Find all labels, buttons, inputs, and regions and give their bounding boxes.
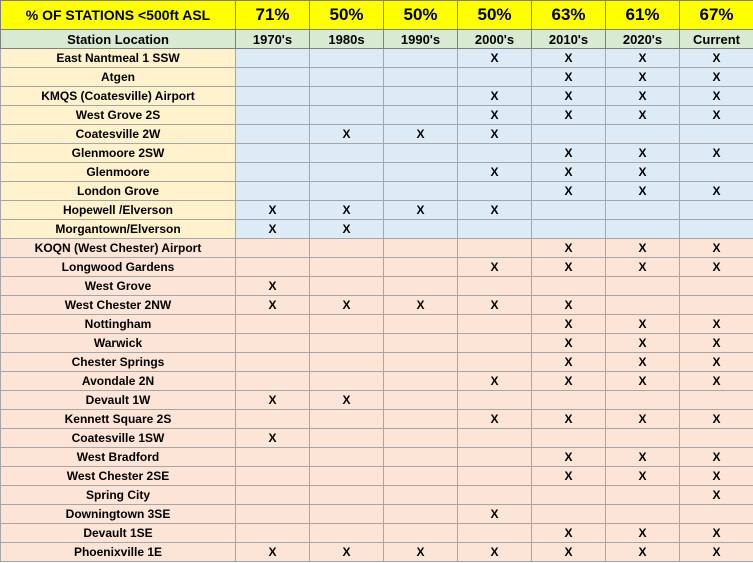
- mark-cell[interactable]: [458, 239, 532, 258]
- station-name-cell[interactable]: KMQS (Coatesville) Airport: [1, 87, 236, 106]
- table-row: [1, 467, 753, 486]
- pct-1980s[interactable]: 50%: [310, 1, 384, 30]
- mark-cell[interactable]: X: [680, 372, 753, 391]
- table-row: [1, 258, 753, 277]
- mark-cell[interactable]: X: [310, 125, 384, 144]
- mark-cell[interactable]: [236, 524, 310, 543]
- pct-2000s[interactable]: 50%: [458, 1, 532, 30]
- station-location-header[interactable]: Station Location: [1, 30, 236, 49]
- table-row: [1, 391, 753, 410]
- mark-cell[interactable]: X: [310, 220, 384, 239]
- table-row: [1, 296, 753, 315]
- mark-cell[interactable]: X: [532, 258, 606, 277]
- mark-cell[interactable]: X: [680, 467, 753, 486]
- mark-cell[interactable]: X: [680, 543, 753, 562]
- station-name-cell[interactable]: Kennett Square 2S: [1, 410, 236, 429]
- station-name-cell[interactable]: Devault 1SE: [1, 524, 236, 543]
- mark-cell[interactable]: X: [236, 201, 310, 220]
- percentage-row: [1, 1, 753, 30]
- mark-cell[interactable]: X: [606, 106, 680, 125]
- mark-cell[interactable]: [384, 182, 458, 201]
- station-name-cell[interactable]: Coatesville 2W: [1, 125, 236, 144]
- mark-cell[interactable]: X: [458, 296, 532, 315]
- station-name-cell[interactable]: Downingtown 3SE: [1, 505, 236, 524]
- table-row: [1, 182, 753, 201]
- mark-cell[interactable]: [458, 315, 532, 334]
- table-row: [1, 524, 753, 543]
- mark-cell[interactable]: [606, 429, 680, 448]
- station-name-cell[interactable]: Chester Springs: [1, 353, 236, 372]
- mark-cell[interactable]: X: [384, 201, 458, 220]
- mark-cell[interactable]: [236, 239, 310, 258]
- mark-cell[interactable]: X: [532, 353, 606, 372]
- mark-cell[interactable]: [458, 182, 532, 201]
- table-row: [1, 201, 753, 220]
- mark-cell[interactable]: [458, 524, 532, 543]
- mark-cell[interactable]: X: [458, 49, 532, 68]
- mark-cell[interactable]: X: [606, 543, 680, 562]
- mark-cell[interactable]: [606, 486, 680, 505]
- station-name-cell[interactable]: West Chester 2NW: [1, 296, 236, 315]
- mark-cell[interactable]: X: [606, 87, 680, 106]
- mark-cell[interactable]: X: [680, 334, 753, 353]
- mark-cell[interactable]: [236, 334, 310, 353]
- mark-cell[interactable]: X: [680, 182, 753, 201]
- table-row: [1, 220, 753, 239]
- mark-cell[interactable]: [384, 429, 458, 448]
- table-row: [1, 144, 753, 163]
- mark-cell[interactable]: [606, 201, 680, 220]
- mark-cell[interactable]: [680, 125, 753, 144]
- table-row: [1, 163, 753, 182]
- header-row: [1, 30, 753, 49]
- table-row: [1, 125, 753, 144]
- mark-cell[interactable]: X: [606, 68, 680, 87]
- mark-cell[interactable]: X: [384, 296, 458, 315]
- mark-cell[interactable]: [680, 220, 753, 239]
- mark-cell[interactable]: [680, 296, 753, 315]
- mark-cell[interactable]: [384, 353, 458, 372]
- mark-cell[interactable]: [236, 448, 310, 467]
- mark-cell[interactable]: [384, 505, 458, 524]
- mark-cell[interactable]: [606, 277, 680, 296]
- mark-cell[interactable]: X: [458, 201, 532, 220]
- mark-cell[interactable]: X: [680, 144, 753, 163]
- mark-cell[interactable]: [384, 277, 458, 296]
- mark-cell[interactable]: X: [606, 315, 680, 334]
- mark-cell[interactable]: [236, 505, 310, 524]
- mark-cell[interactable]: [680, 429, 753, 448]
- mark-cell[interactable]: X: [236, 296, 310, 315]
- mark-cell[interactable]: [680, 277, 753, 296]
- col-header-current[interactable]: Current: [680, 30, 753, 49]
- mark-cell[interactable]: X: [532, 296, 606, 315]
- station-name-cell[interactable]: Atgen: [1, 68, 236, 87]
- mark-cell[interactable]: [458, 144, 532, 163]
- mark-cell[interactable]: [384, 87, 458, 106]
- table-row: [1, 543, 753, 562]
- mark-cell[interactable]: X: [458, 372, 532, 391]
- mark-cell[interactable]: X: [236, 220, 310, 239]
- mark-cell[interactable]: [606, 220, 680, 239]
- mark-cell[interactable]: X: [236, 391, 310, 410]
- mark-cell[interactable]: X: [532, 239, 606, 258]
- mark-cell[interactable]: [310, 353, 384, 372]
- mark-cell[interactable]: X: [606, 49, 680, 68]
- mark-cell[interactable]: [236, 315, 310, 334]
- mark-cell[interactable]: X: [458, 125, 532, 144]
- mark-cell[interactable]: X: [458, 258, 532, 277]
- col-header-2020s[interactable]: 2020's: [606, 30, 680, 49]
- mark-cell[interactable]: [384, 410, 458, 429]
- mark-cell[interactable]: [236, 182, 310, 201]
- mark-cell[interactable]: [458, 486, 532, 505]
- station-name-cell[interactable]: West Grove 2S: [1, 106, 236, 125]
- mark-cell[interactable]: [384, 68, 458, 87]
- station-name-cell[interactable]: Glenmoore 2SW: [1, 144, 236, 163]
- station-name-cell[interactable]: East Nantmeal 1 SSW: [1, 49, 236, 68]
- pct-1970s[interactable]: 71%: [236, 1, 310, 30]
- mark-cell[interactable]: X: [236, 429, 310, 448]
- mark-cell[interactable]: [236, 258, 310, 277]
- mark-cell[interactable]: [532, 391, 606, 410]
- mark-cell[interactable]: [606, 505, 680, 524]
- mark-cell[interactable]: [310, 372, 384, 391]
- mark-cell[interactable]: [458, 68, 532, 87]
- mark-cell[interactable]: X: [458, 87, 532, 106]
- mark-cell[interactable]: [236, 410, 310, 429]
- mark-cell[interactable]: [236, 49, 310, 68]
- mark-cell[interactable]: X: [606, 239, 680, 258]
- mark-cell[interactable]: X: [532, 163, 606, 182]
- mark-cell[interactable]: X: [532, 524, 606, 543]
- mark-cell[interactable]: X: [384, 543, 458, 562]
- pct-2010s[interactable]: 63%: [532, 1, 606, 30]
- mark-cell[interactable]: X: [236, 543, 310, 562]
- mark-cell[interactable]: [606, 391, 680, 410]
- table-row: [1, 448, 753, 467]
- table-row: [1, 87, 753, 106]
- mark-cell[interactable]: [384, 49, 458, 68]
- pct-1990s[interactable]: 50%: [384, 1, 458, 30]
- mark-cell[interactable]: [384, 144, 458, 163]
- mark-cell[interactable]: X: [532, 68, 606, 87]
- mark-cell[interactable]: [310, 410, 384, 429]
- mark-cell[interactable]: [606, 125, 680, 144]
- mark-cell[interactable]: X: [606, 182, 680, 201]
- mark-cell[interactable]: [458, 353, 532, 372]
- table-row: [1, 334, 753, 353]
- mark-cell[interactable]: X: [606, 353, 680, 372]
- mark-cell[interactable]: X: [532, 106, 606, 125]
- mark-cell[interactable]: [236, 68, 310, 87]
- station-name-cell[interactable]: Phoenixville 1E: [1, 543, 236, 562]
- table-row: [1, 49, 753, 68]
- mark-cell[interactable]: [310, 334, 384, 353]
- mark-cell[interactable]: X: [458, 163, 532, 182]
- station-name-cell[interactable]: Glenmoore: [1, 163, 236, 182]
- mark-cell[interactable]: [680, 505, 753, 524]
- mark-cell[interactable]: [310, 87, 384, 106]
- mark-cell[interactable]: X: [532, 372, 606, 391]
- mark-cell[interactable]: [384, 524, 458, 543]
- mark-cell[interactable]: X: [310, 391, 384, 410]
- mark-cell[interactable]: [458, 467, 532, 486]
- station-name-cell[interactable]: Hopewell /Elverson: [1, 201, 236, 220]
- mark-cell[interactable]: X: [236, 277, 310, 296]
- mark-cell[interactable]: X: [606, 163, 680, 182]
- mark-cell[interactable]: X: [532, 334, 606, 353]
- mark-cell[interactable]: [310, 467, 384, 486]
- mark-cell[interactable]: [310, 448, 384, 467]
- mark-cell[interactable]: X: [606, 144, 680, 163]
- col-header-1990s[interactable]: 1990's: [384, 30, 458, 49]
- mark-cell[interactable]: [384, 486, 458, 505]
- mark-cell[interactable]: [236, 106, 310, 125]
- table-row: [1, 353, 753, 372]
- mark-cell[interactable]: [384, 467, 458, 486]
- mark-cell[interactable]: X: [680, 258, 753, 277]
- mark-cell[interactable]: X: [680, 68, 753, 87]
- station-name-cell[interactable]: Morgantown/Elverson: [1, 220, 236, 239]
- mark-cell[interactable]: X: [680, 106, 753, 125]
- mark-cell[interactable]: [458, 334, 532, 353]
- mark-cell[interactable]: [680, 163, 753, 182]
- mark-cell[interactable]: X: [310, 543, 384, 562]
- mark-cell[interactable]: [236, 353, 310, 372]
- mark-cell[interactable]: [384, 448, 458, 467]
- mark-cell[interactable]: [384, 163, 458, 182]
- station-name-cell[interactable]: Longwood Gardens: [1, 258, 236, 277]
- mark-cell[interactable]: X: [680, 524, 753, 543]
- col-header-1980s[interactable]: 1980s: [310, 30, 384, 49]
- mark-cell[interactable]: X: [680, 410, 753, 429]
- mark-cell[interactable]: X: [680, 448, 753, 467]
- mark-cell[interactable]: [310, 429, 384, 448]
- col-header-1970s[interactable]: 1970's: [236, 30, 310, 49]
- mark-cell[interactable]: [310, 163, 384, 182]
- table-row: [1, 486, 753, 505]
- mark-cell[interactable]: X: [384, 125, 458, 144]
- mark-cell[interactable]: [458, 277, 532, 296]
- mark-cell[interactable]: X: [532, 315, 606, 334]
- mark-cell[interactable]: [384, 315, 458, 334]
- mark-cell[interactable]: [310, 182, 384, 201]
- mark-cell[interactable]: [236, 163, 310, 182]
- mark-cell[interactable]: X: [532, 410, 606, 429]
- station-name-cell[interactable]: Nottingham: [1, 315, 236, 334]
- mark-cell[interactable]: X: [532, 467, 606, 486]
- mark-cell[interactable]: X: [458, 106, 532, 125]
- col-header-2010s[interactable]: 2010's: [532, 30, 606, 49]
- mark-cell[interactable]: [310, 486, 384, 505]
- mark-cell[interactable]: X: [606, 372, 680, 391]
- mark-cell[interactable]: [384, 106, 458, 125]
- station-name-cell[interactable]: West Grove: [1, 277, 236, 296]
- table-row: [1, 239, 753, 258]
- mark-cell[interactable]: [310, 277, 384, 296]
- mark-cell[interactable]: [310, 49, 384, 68]
- mark-cell[interactable]: [310, 144, 384, 163]
- mark-cell[interactable]: X: [606, 258, 680, 277]
- mark-cell[interactable]: X: [458, 543, 532, 562]
- mark-cell[interactable]: [680, 201, 753, 220]
- mark-cell[interactable]: [236, 125, 310, 144]
- mark-cell[interactable]: [236, 144, 310, 163]
- table-title[interactable]: % OF STATIONS <500ft ASL: [1, 1, 236, 30]
- mark-cell[interactable]: [532, 201, 606, 220]
- mark-cell[interactable]: X: [532, 182, 606, 201]
- mark-cell[interactable]: [310, 524, 384, 543]
- mark-cell[interactable]: [384, 258, 458, 277]
- mark-cell[interactable]: [384, 220, 458, 239]
- mark-cell[interactable]: X: [680, 315, 753, 334]
- mark-cell[interactable]: X: [680, 353, 753, 372]
- table-row: [1, 505, 753, 524]
- mark-cell[interactable]: [384, 334, 458, 353]
- station-name-cell[interactable]: Avondale 2N: [1, 372, 236, 391]
- mark-cell[interactable]: [236, 486, 310, 505]
- station-name-cell[interactable]: London Grove: [1, 182, 236, 201]
- mark-cell[interactable]: X: [680, 87, 753, 106]
- table-row: [1, 106, 753, 125]
- mark-cell[interactable]: [236, 372, 310, 391]
- mark-cell[interactable]: [458, 448, 532, 467]
- table-row: [1, 429, 753, 448]
- mark-cell[interactable]: [458, 220, 532, 239]
- mark-cell[interactable]: [384, 372, 458, 391]
- mark-cell[interactable]: [236, 87, 310, 106]
- col-header-2000s[interactable]: 2000's: [458, 30, 532, 49]
- mark-cell[interactable]: [680, 391, 753, 410]
- mark-cell[interactable]: [606, 296, 680, 315]
- table-row: [1, 315, 753, 334]
- mark-cell[interactable]: X: [680, 49, 753, 68]
- mark-cell[interactable]: X: [606, 448, 680, 467]
- pct-current[interactable]: 67%: [680, 1, 753, 30]
- mark-cell[interactable]: X: [532, 543, 606, 562]
- mark-cell[interactable]: X: [458, 505, 532, 524]
- mark-cell[interactable]: [310, 258, 384, 277]
- table-row: [1, 372, 753, 391]
- mark-cell[interactable]: X: [532, 144, 606, 163]
- mark-cell[interactable]: X: [310, 201, 384, 220]
- table-row: [1, 410, 753, 429]
- mark-cell[interactable]: [310, 106, 384, 125]
- mark-cell[interactable]: X: [606, 334, 680, 353]
- mark-cell[interactable]: [310, 505, 384, 524]
- mark-cell[interactable]: X: [532, 87, 606, 106]
- pct-2020s[interactable]: 61%: [606, 1, 680, 30]
- mark-cell[interactable]: X: [606, 524, 680, 543]
- mark-cell[interactable]: X: [606, 467, 680, 486]
- mark-cell[interactable]: X: [606, 410, 680, 429]
- mark-cell[interactable]: X: [680, 486, 753, 505]
- mark-cell[interactable]: [384, 239, 458, 258]
- station-name-cell[interactable]: Devault 1W: [1, 391, 236, 410]
- mark-cell[interactable]: X: [532, 448, 606, 467]
- mark-cell[interactable]: X: [310, 296, 384, 315]
- mark-cell[interactable]: X: [680, 239, 753, 258]
- mark-cell[interactable]: [532, 220, 606, 239]
- mark-cell[interactable]: X: [458, 410, 532, 429]
- table-row: [1, 277, 753, 296]
- mark-cell[interactable]: [458, 391, 532, 410]
- station-name-cell[interactable]: Coatesville 1SW: [1, 429, 236, 448]
- table-row: [1, 68, 753, 87]
- mark-cell[interactable]: [310, 315, 384, 334]
- mark-cell[interactable]: [310, 239, 384, 258]
- mark-cell[interactable]: [532, 505, 606, 524]
- station-name-cell[interactable]: KOQN (West Chester) Airport: [1, 239, 236, 258]
- mark-cell[interactable]: [532, 277, 606, 296]
- station-name-cell[interactable]: Warwick: [1, 334, 236, 353]
- station-name-cell[interactable]: West Chester 2SE: [1, 467, 236, 486]
- mark-cell[interactable]: [532, 125, 606, 144]
- mark-cell[interactable]: [458, 429, 532, 448]
- station-name-cell[interactable]: West Bradford: [1, 448, 236, 467]
- mark-cell[interactable]: [310, 68, 384, 87]
- mark-cell[interactable]: [384, 391, 458, 410]
- mark-cell[interactable]: X: [532, 49, 606, 68]
- mark-cell[interactable]: [532, 486, 606, 505]
- mark-cell[interactable]: [532, 429, 606, 448]
- station-name-cell[interactable]: Spring City: [1, 486, 236, 505]
- mark-cell[interactable]: [236, 467, 310, 486]
